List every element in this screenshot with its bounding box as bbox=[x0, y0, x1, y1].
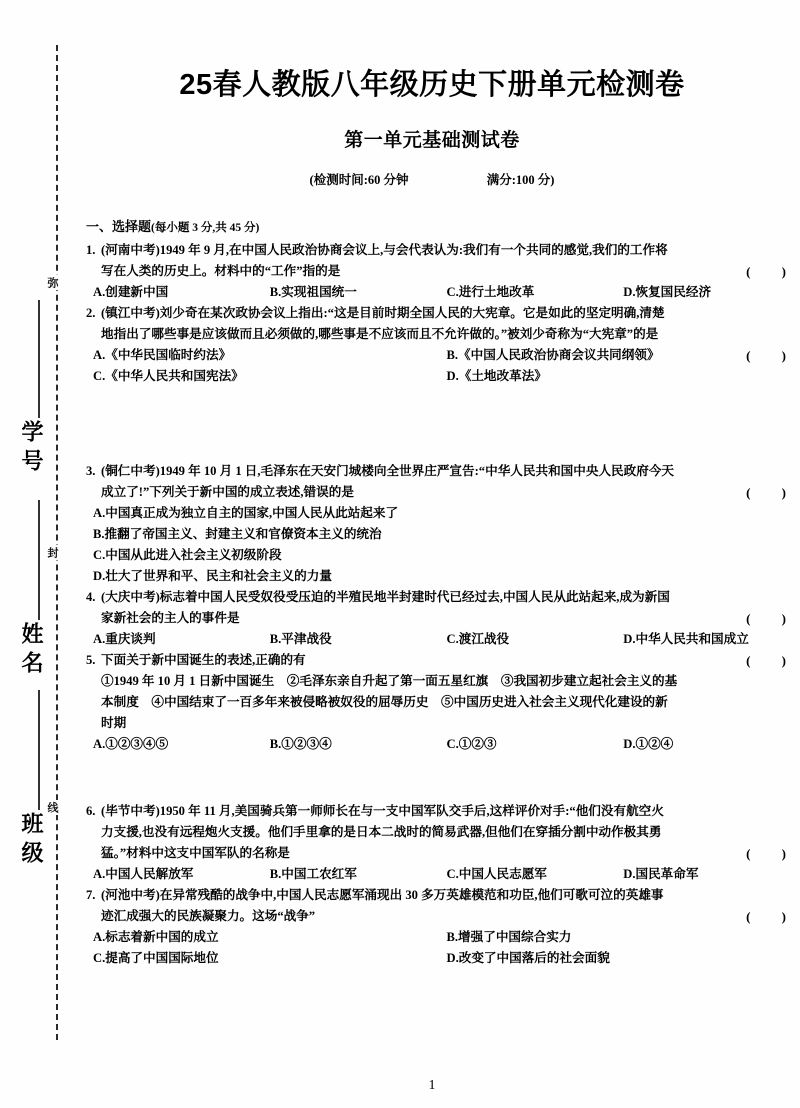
question-6-line2: 力支援,也没有远程炮火支援。他们手里拿的是日本二战时的简易武器,但他们在穿插分割中动作极其勇 bbox=[101, 825, 662, 839]
seal-margin bbox=[0, 0, 78, 1108]
question-4-option-a[interactable]: A.重庆谈判 bbox=[93, 632, 156, 646]
question-7 bbox=[86, 885, 800, 927]
question-7-answer-bracket[interactable]: ( ) bbox=[746, 909, 800, 924]
question-6-option-d[interactable]: D.国民革命军 bbox=[623, 867, 699, 881]
field-label-student-name: 姓名 bbox=[19, 622, 44, 680]
question-6-answer-bracket[interactable]: ( ) bbox=[746, 846, 800, 861]
question-5-items-line1: ①1949 年 10 月 1 日新中国诞生 ②毛泽东亲自升起了第一面五星红旗 ③我国初步建立起社会主义的基 bbox=[101, 674, 678, 688]
question-7-options-row1 bbox=[93, 927, 800, 948]
question-5-number: 5. bbox=[86, 653, 96, 667]
question-2-number: 2. bbox=[86, 306, 96, 320]
question-4-line2: 家新社会的主人的事件是 bbox=[101, 611, 240, 625]
question-5-answer-bracket[interactable]: ( ) bbox=[746, 653, 800, 668]
question-7-line1: 在异常残酷的战争中,中国人民志愿军涌现出 30 多万英雄模范和功臣,他们可歌可泣的英雄事 bbox=[159, 888, 664, 902]
question-1-answer-bracket[interactable]: ( ) bbox=[746, 264, 800, 279]
question-5 bbox=[86, 650, 800, 671]
question-5-option-a[interactable]: A.①②③④⑤ bbox=[93, 737, 169, 751]
question-1-option-c[interactable]: C.进行土地改革 bbox=[446, 285, 535, 299]
question-3-option-d[interactable]: D.壮大了世界和平、民主和社会主义的力量 bbox=[93, 569, 332, 583]
question-2-option-d[interactable]: D.《土地改革法》 bbox=[446, 369, 547, 383]
question-3-options bbox=[93, 503, 800, 587]
question-1-stem bbox=[86, 240, 738, 282]
section-heading-choice bbox=[86, 216, 800, 235]
question-2-option-a[interactable]: A.《中华民国临时约法》 bbox=[93, 348, 232, 362]
question-4-answer-bracket[interactable]: ( ) bbox=[746, 611, 800, 626]
question-5-option-d[interactable]: D.①②④ bbox=[623, 737, 674, 751]
question-2-line1: 刘少奇在某次政协会议上指出:“这是目前时期全国人民的大宪章。它是如此的坚定明确,清楚 bbox=[159, 306, 665, 320]
question-6-option-c[interactable]: C.中国人民志愿军 bbox=[446, 867, 547, 881]
question-3-line2: 成立了!”下列关于新中国的成立表述,错误的是 bbox=[101, 485, 354, 499]
question-3-option-b[interactable]: B.推翻了帝国主义、封建主义和官僚资本主义的统治 bbox=[93, 527, 382, 541]
question-5-option-c[interactable]: C.①②③ bbox=[446, 737, 497, 751]
student-id-write-rule[interactable] bbox=[38, 300, 40, 418]
question-6-number: 6. bbox=[86, 804, 96, 818]
question-5-statements bbox=[86, 671, 800, 734]
question-4-number: 4. bbox=[86, 590, 96, 604]
seal-word-xian: 线 bbox=[46, 802, 58, 813]
question-6-option-a[interactable]: A.中国人民解放军 bbox=[93, 867, 194, 881]
paper-subtitle: 第一单元基础测试卷 bbox=[344, 130, 520, 151]
question-6-line3: 猛。”材料中这支中国军队的名称是 bbox=[101, 846, 290, 860]
question-5-option-b[interactable]: B.①②③④ bbox=[269, 737, 332, 751]
question-3-source: (铜仁中考) bbox=[101, 464, 160, 478]
question-2-answer-bracket[interactable]: ( ) bbox=[746, 348, 800, 363]
question-1-number: 1. bbox=[86, 243, 96, 257]
question-2-stem bbox=[86, 303, 738, 345]
question-5-statements-body bbox=[86, 671, 800, 734]
question-6-option-b[interactable]: B.中国工农红军 bbox=[269, 867, 357, 881]
question-3-option-a[interactable]: A.中国真正成为独立自主的国家,中国人民从此站起来了 bbox=[93, 506, 399, 520]
question-7-line2: 迹汇成强大的民族凝聚力。这场“战争” bbox=[101, 909, 316, 923]
question-7-options-row2 bbox=[93, 948, 800, 969]
question-1-option-a[interactable]: A.创建新中国 bbox=[93, 285, 169, 299]
question-4-option-d[interactable]: D.中华人民共和国成立 bbox=[623, 632, 749, 646]
question-7-option-a[interactable]: A.标志着新中国的成立 bbox=[93, 930, 219, 944]
question-7-stem bbox=[86, 885, 738, 927]
seal-word-mi: 弥 bbox=[46, 277, 58, 288]
question-1-option-d[interactable]: D.恢复国民经济 bbox=[623, 285, 712, 299]
question-1-source: (河南中考) bbox=[101, 243, 160, 257]
page-number: 1 bbox=[428, 1078, 436, 1093]
question-2-options-row1 bbox=[93, 345, 800, 366]
spacer-after-question-2 bbox=[78, 387, 800, 461]
question-2-option-c[interactable]: C.《中华人民共和国宪法》 bbox=[93, 369, 244, 383]
question-6-line1: 1950 年 11 月,美国骑兵第一师师长在与一支中国军队交手后,这样评价对手:“他们没有航空火 bbox=[159, 804, 664, 818]
question-1-line1: 1949 年 9 月,在中国人民政治协商会议上,与会代表认为:我们有一个共同的感觉,我们的工作将 bbox=[159, 243, 668, 257]
question-5-options bbox=[93, 734, 800, 755]
question-1-option-b[interactable]: B.实现祖国统一 bbox=[269, 285, 357, 299]
question-4-options bbox=[93, 629, 800, 650]
question-7-source: (河池中考) bbox=[101, 888, 160, 902]
paper-title: 25春人教版八年级历史下册单元检测卷 bbox=[179, 69, 685, 101]
question-6 bbox=[86, 801, 800, 864]
section-heading-text: 一、选择题 bbox=[86, 219, 152, 234]
question-5-items-line3: 时期 bbox=[101, 716, 127, 730]
question-3-option-c[interactable]: C.中国从此进入社会主义初级阶段 bbox=[93, 548, 282, 562]
section-heading-note: (每小题 3 分,共 45 分) bbox=[151, 222, 260, 234]
question-1 bbox=[86, 240, 800, 282]
question-3 bbox=[86, 461, 800, 503]
field-label-student-id: 学号 bbox=[19, 420, 44, 478]
seal-dashed-line bbox=[56, 45, 58, 1040]
question-3-answer-bracket[interactable]: ( ) bbox=[746, 485, 800, 500]
spacer-after-question-5 bbox=[78, 755, 800, 801]
question-7-option-c[interactable]: C.提高了中国国际地位 bbox=[93, 951, 219, 965]
question-3-line1: 1949 年 10 月 1 日,毛泽东在天安门城楼向全世界庄严宣告:“中华人民共和国中央人民政府今天 bbox=[159, 464, 675, 478]
field-label-class: 班级 bbox=[19, 812, 44, 870]
paper-meta bbox=[78, 170, 800, 188]
question-5-stem bbox=[86, 650, 738, 671]
exam-content bbox=[78, 0, 800, 1108]
question-6-options bbox=[93, 864, 800, 885]
student-name-write-rule[interactable] bbox=[38, 500, 40, 620]
question-6-stem bbox=[86, 801, 738, 864]
exam-duration: (检测时间:60 分钟 bbox=[309, 173, 409, 187]
question-2-line2: 地指出了哪些事是应该做而且必须做的,哪些事是不应该而且不允许做的。”被刘少奇称为“大宪章”的是 bbox=[101, 327, 659, 341]
question-7-option-d[interactable]: D.改变了中国落后的社会面貌 bbox=[446, 951, 610, 965]
question-4-source: (大庆中考) bbox=[101, 590, 160, 604]
question-7-option-b[interactable]: B.增强了中国综合实力 bbox=[446, 930, 572, 944]
question-1-options bbox=[93, 282, 800, 303]
exam-total-score: 满分:100 分) bbox=[486, 173, 555, 187]
question-6-source: (毕节中考) bbox=[101, 804, 160, 818]
question-5-line1: 下面关于新中国诞生的表述,正确的有 bbox=[101, 653, 306, 667]
seal-word-feng: 封 bbox=[46, 547, 58, 558]
class-write-rule[interactable] bbox=[38, 690, 40, 810]
question-4-stem bbox=[86, 587, 738, 629]
question-4-option-b[interactable]: B.平津战役 bbox=[269, 632, 332, 646]
question-2-option-b[interactable]: B.《中国人民政治协商会议共同纲领》 bbox=[446, 348, 660, 362]
question-4 bbox=[86, 587, 800, 629]
question-7-number: 7. bbox=[86, 888, 96, 902]
question-2-options-row2 bbox=[93, 366, 800, 387]
question-1-line2: 写在人类的历史上。材料中的“工作”指的是 bbox=[101, 264, 341, 278]
question-3-number: 3. bbox=[86, 464, 96, 478]
question-3-stem bbox=[86, 461, 738, 503]
question-5-items-line2: 本制度 ④中国结束了一百多年来被侵略被奴役的屈辱历史 ⑤中国历史进入社会主义现代化建设的新 bbox=[101, 695, 668, 709]
question-4-line1: 标志着中国人民受奴役受压迫的半殖民地半封建时代已经过去,中国人民从此站起来,成为新国 bbox=[159, 590, 670, 604]
question-4-option-c[interactable]: C.渡江战役 bbox=[446, 632, 510, 646]
question-2-source: (镇江中考) bbox=[101, 306, 160, 320]
